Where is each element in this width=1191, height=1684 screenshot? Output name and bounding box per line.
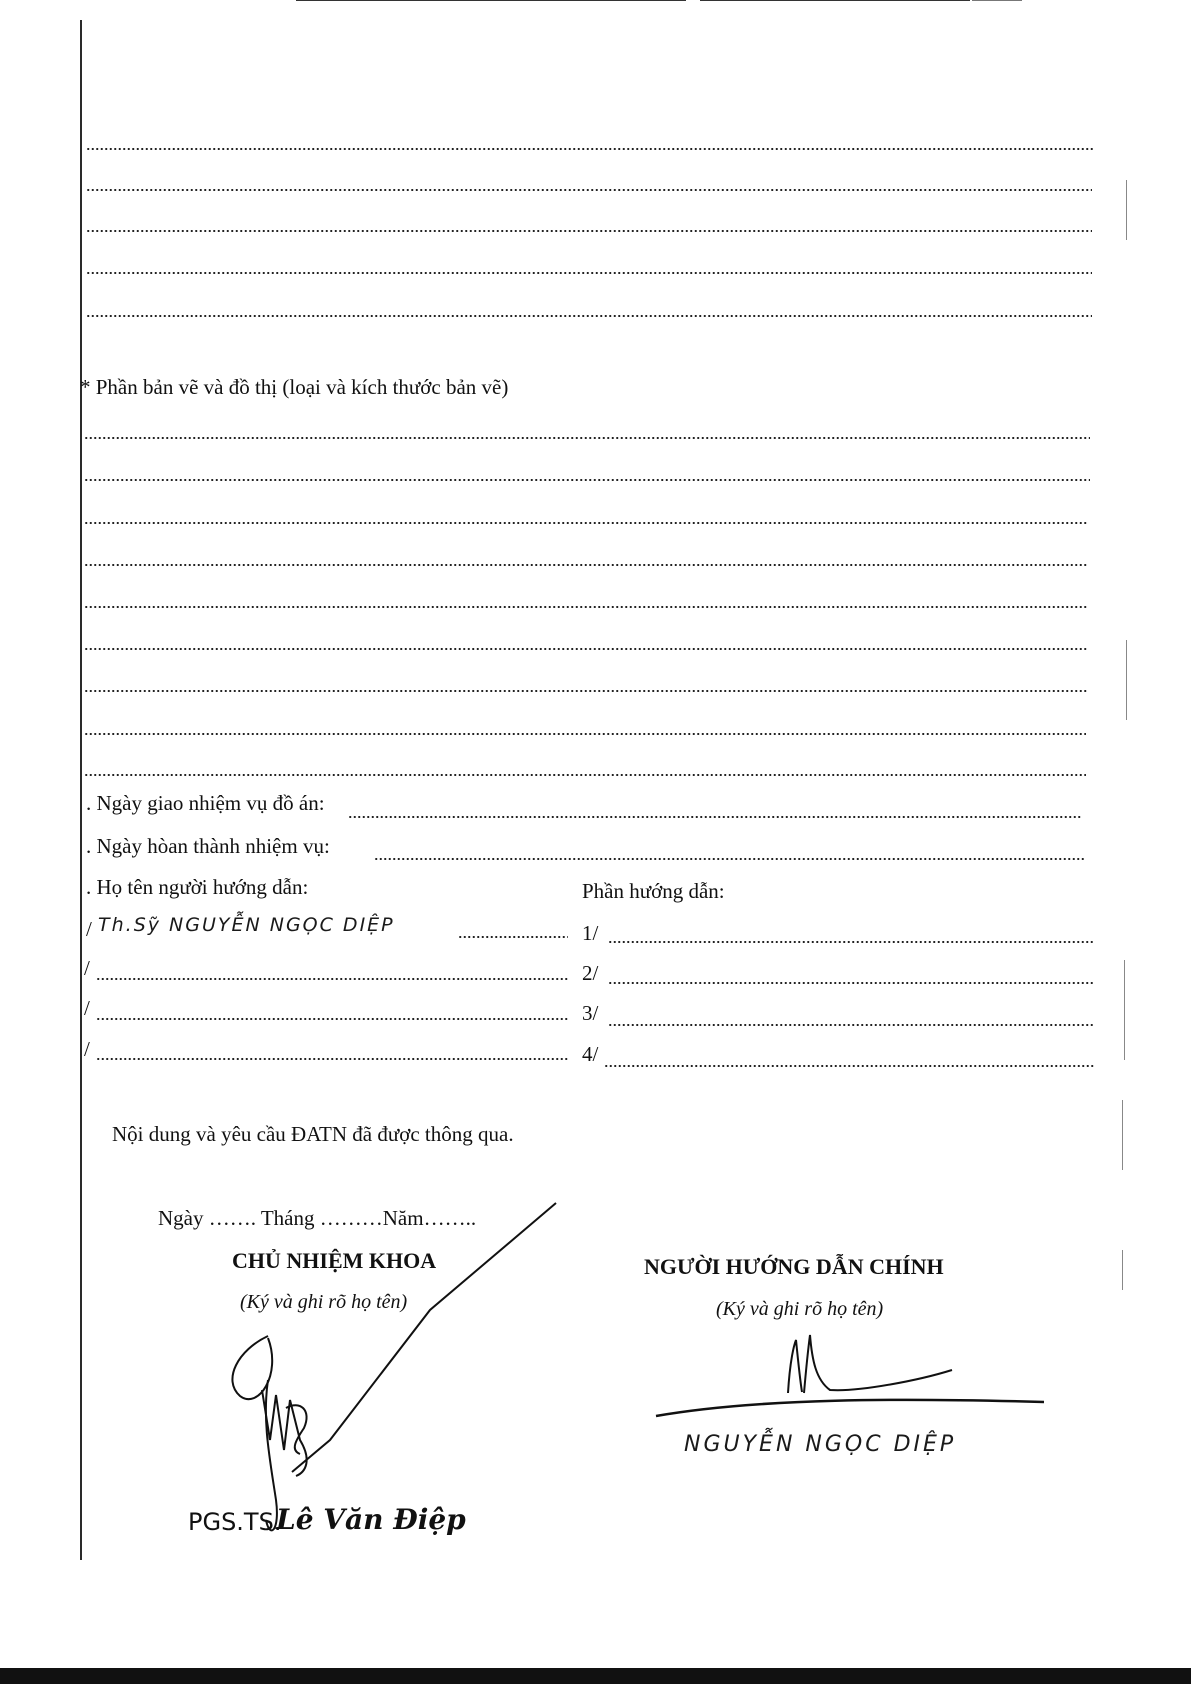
advisor-row-marker: / [84, 996, 90, 1020]
advisor-row-marker: / [84, 1037, 90, 1061]
advisor-row-marker: / [84, 956, 90, 980]
dean-stamp-prefix: PGS.TS. [188, 1508, 282, 1536]
approval-statement: Nội dung và yêu cầu ĐATN đã được thông qua. [112, 1122, 514, 1146]
drawings-section-heading: * Phần bản vẽ và đồ thị (loại và kích thước bản vẽ) [80, 375, 509, 399]
date-assigned-label: . Ngày giao nhiệm vụ đồ án: [86, 791, 325, 815]
dean-sign-note: (Ký và ghi rõ họ tên) [240, 1291, 408, 1313]
advisor-row-marker: / [86, 917, 92, 941]
advisor-name-header: . Họ tên người hướng dẫn: [86, 875, 309, 899]
dean-title: CHỦ NHIỆM KHOA [232, 1248, 437, 1273]
main-advisor-handwritten-name: NGUYỄN NGỌC DIỆP [684, 1432, 957, 1457]
main-advisor-title: NGƯỜI HƯỚNG DẪN CHÍNH [644, 1254, 944, 1279]
main-advisor-sign-note: (Ký và ghi rõ họ tên) [716, 1298, 884, 1320]
dean-stamp-name: Lê Văn Điệp [276, 1503, 466, 1536]
advisor-part-number: 4/ [582, 1042, 599, 1066]
advisor-name-handwritten: Th.Sỹ NGUYỄN NGỌC DIỆP [98, 914, 395, 936]
advisor-part-header: Phần hướng dẫn: [582, 879, 725, 903]
advisor-part-number: 2/ [582, 961, 599, 985]
advisor-part-number: 1/ [582, 921, 599, 945]
advisor-part-number: 3/ [582, 1001, 599, 1025]
approval-date-line: Ngày ……. Tháng ………Năm…….. [158, 1206, 477, 1230]
date-completed-label: . Ngày hòan thành nhiệm vụ: [86, 834, 330, 858]
